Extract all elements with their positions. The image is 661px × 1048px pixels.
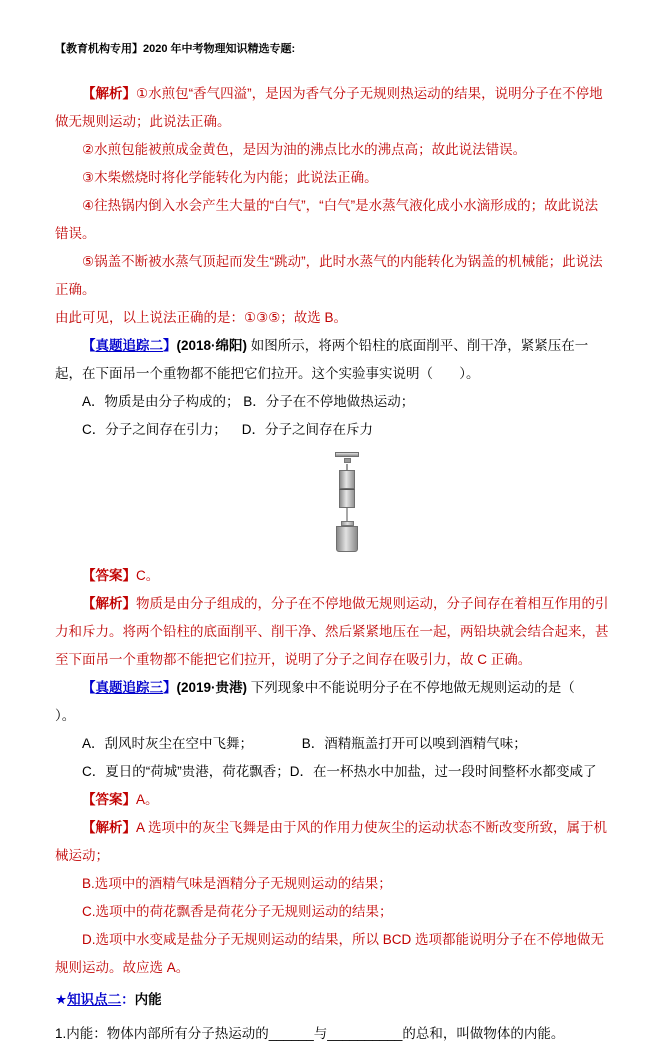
- lead-cylinders-hanging-weight-figure: [55, 444, 611, 562]
- q2-options-ab: A．物质是由分子构成的； B．分子在不停地做热运动；: [82, 394, 415, 409]
- star-icon: ★: [55, 992, 68, 1007]
- q3-source: (2019·贵港): [176, 680, 248, 695]
- q3-stem: [55, 674, 611, 730]
- knowledge-point-colon: ：: [121, 992, 135, 1007]
- q1-analysis-point-4: ④往热锅内倒入水会产生大量的“白气”，“白气”是水蒸气液化成小水滴形成的；故此说法错误。: [55, 198, 599, 241]
- hanging-string: [346, 508, 348, 521]
- answer-label: 【答案】: [82, 792, 136, 807]
- q2-options-cd: C．分子之间存在引力； D．分子之间存在斥力: [82, 422, 374, 437]
- q3-tag-close: 】: [163, 680, 177, 695]
- knowledge-point-heading: [55, 986, 611, 1014]
- q3-analysis-d: D.选项中水变咸是盐分子无规则运动的结果，所以 BCD 选项都能说明分子在不停地做无规则运动。故应选 A。: [55, 932, 605, 975]
- q3-analysis-c: C.选项中的荷花飘香是荷花分子无规则运动的结果；: [82, 904, 393, 919]
- lead-cylinder-upper: [339, 470, 355, 489]
- q2-source: (2018·绵阳): [176, 338, 248, 353]
- q3-analysis-b: B.选项中的酒精气味是酒精分子无规则运动的结果；: [82, 876, 392, 891]
- q2-tag-open: 【: [82, 338, 96, 353]
- analysis-label: 【解析】: [82, 820, 136, 835]
- q2-tag-close: 】: [163, 338, 177, 353]
- q3-options-cd: C．夏日的“荷城”贵港，荷花飘香；D．在一杯热水中加盐，过一段时间整杯水都变咸了: [82, 764, 597, 779]
- q1-analysis-intro: 【解析】①水煎包“香气四溢”，是因为香气分子无规则热运动的结果，说明分子在不停地做无规则运动；此说法正确。: [55, 86, 603, 129]
- q1-analysis-point-2: ②水煎包能被煎成金黄色，是因为油的沸点比水的沸点高；故此说法错误。: [82, 142, 527, 157]
- knowledge-point-subtitle: 内能: [134, 992, 162, 1007]
- q3-answer: 【答案】A。: [82, 792, 159, 807]
- knowledge-point-title: 知识点二: [67, 992, 122, 1007]
- q1-analysis-conclusion: 由此可见，以上说法正确的是：①③⑤；故选 B。: [55, 310, 348, 325]
- q2-stem-text: 如图所示，将两个铅柱的底面削平、削干净，紧紧压在一起，在下面吊一个重物都不能把它们拉开。这个实验事实说明（ ）。: [55, 338, 589, 381]
- q2-stem: [55, 332, 611, 388]
- document-header: 【教育机构专用】2020 年中考物理知识精选专题:: [55, 43, 296, 55]
- weight-body: [336, 526, 358, 552]
- q2-answer: 【答案】C。: [82, 568, 160, 583]
- lead-cylinder-lower: [339, 489, 355, 508]
- support-knob: [344, 458, 351, 463]
- q3-tag-open: 【: [82, 680, 96, 695]
- q3-stem-text: 下列现象中不能说明分子在不停地做无规则运动的是（ ）。: [55, 680, 598, 723]
- q2-tag: 真题追踪二: [95, 338, 163, 353]
- knowledge-point-item-1: 1.内能：物体内部所有分子热运动的______与__________的总和，叫做物体的内能。: [55, 1026, 565, 1041]
- q1-analysis-point-5: ⑤锅盖不断被水蒸气顶起而发生“跳动”，此时水蒸气的内能转化为锅盖的机械能；此说法正确。: [55, 254, 603, 297]
- analysis-label: 【解析】: [82, 86, 136, 101]
- q3-analysis-a: 【解析】A 选项中的灰尘飞舞是由于风的作用力使灰尘的运动状态不断改变所致，属于机械运动；: [55, 820, 608, 863]
- q3-tag: 真题追踪三: [95, 680, 163, 695]
- support-bar: [335, 452, 359, 457]
- answer-label: 【答案】: [82, 568, 136, 583]
- q3-options-ab: A．刮风时灰尘在空中飞舞； B．酒精瓶盖打开可以嗅到酒精气味；: [82, 736, 527, 751]
- analysis-label: 【解析】: [82, 596, 136, 611]
- q1-analysis-point-3: ③木柴燃烧时将化学能转化为内能；此说法正确。: [82, 170, 378, 185]
- q2-analysis: 【解析】物质是由分子组成的，分子在不停地做无规则运动，分子间存在着相互作用的引力和斥力。将两个铅柱的底面削平、削干净、然后紧紧地压在一起，两铅块就会结合起来，甚至下面吊一个重物都不能把它们拉开，说明了分子之间存在吸引力，故 C 正确。: [55, 596, 609, 667]
